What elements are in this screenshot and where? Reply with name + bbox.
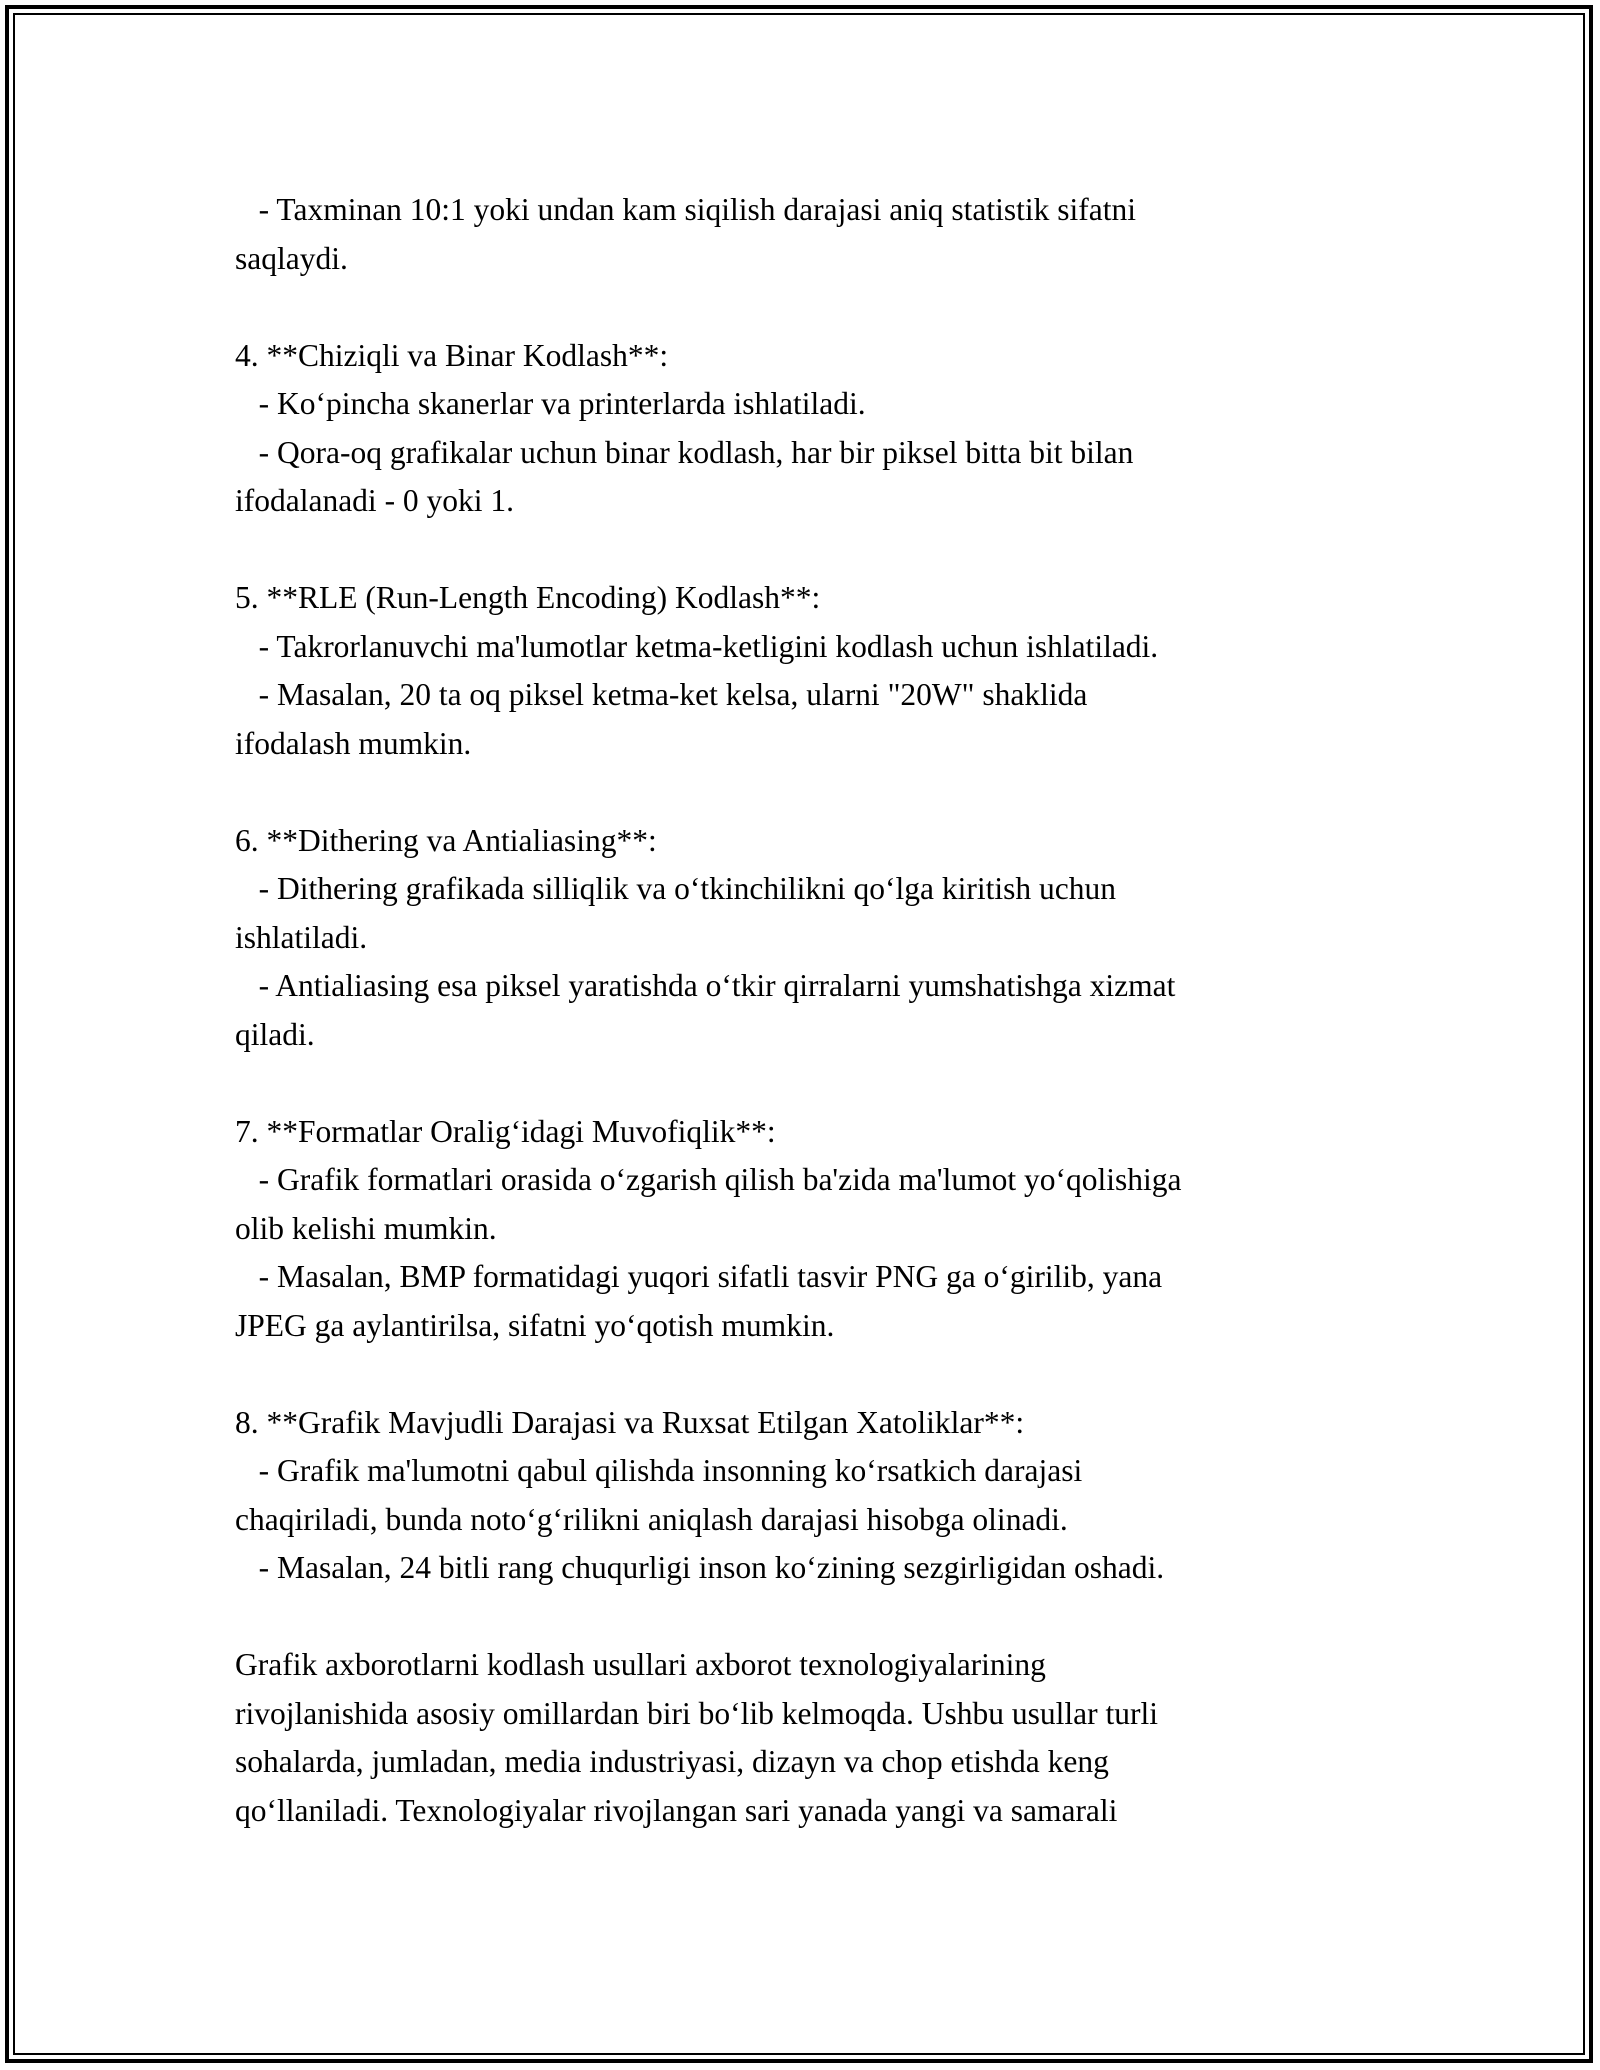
text-line: qiladi. [235,1016,315,1052]
item-heading: 7. **Formatlar Oraligʻidagi Muvofiqlik**: [235,1113,776,1149]
paragraph-gap [235,768,1355,817]
paragraph-gap [235,283,1355,332]
paragraph-item-8 [235,1399,1355,1593]
text-line: saqlaydi. [235,240,348,276]
text-line: - Qora-oq grafikalar uchun binar kodlash, har bir piksel bitta bit bilan [235,434,1134,470]
paragraph-item-6 [235,817,1355,1060]
text-line: - Grafik formatlari orasida oʻzgarish qilish ba'zida ma'lumot yoʻqolishiga [235,1162,1182,1197]
text-line: - Koʻpincha skanerlar va printerlarda ishlatiladi. [235,386,866,421]
text-line: - Takrorlanuvchi ma'lumotlar ketma-ketligini kodlash uchun ishlatiladi. [235,628,1159,664]
paragraph-item-5 [235,574,1355,768]
paragraph-gap [235,1350,1355,1399]
paragraph-gap [235,526,1355,575]
text-line: - Masalan, 24 bitli rang chuqurligi inson koʻzining sezgirligidan oshadi. [235,1550,1165,1585]
text-line: sohalarda, jumladan, media industriyasi, dizayn va chop etishda keng [235,1744,1109,1779]
text-line: ifodalash mumkin. [235,725,472,761]
paragraph-item-7 [235,1108,1355,1351]
item-heading: 8. **Grafik Mavjudli Darajasi va Ruxsat Etilgan Xatoliklar**: [235,1404,1025,1440]
text-line: Grafik axborotlarni kodlash usullari axborot texnologiyalarining [235,1647,1046,1682]
text-line: chaqiriladi, bunda notoʻgʻrilikni aniqlash darajasi hisobga olinadi. [235,1501,1068,1537]
item-heading: 6. **Dithering va Antialiasing**: [235,822,657,858]
text-line: - Masalan, BMP formatidagi yuqori sifatli tasvir PNG ga oʻgirilib, yana [235,1259,1163,1294]
text-line: - Dithering grafikada silliqlik va oʻtkinchilikni qoʻlga kiritish uchun [235,871,1116,906]
text-line: rivojlanishida asosiy omillardan biri boʻlib kelmoqda. Ushbu usullar turli [235,1695,1158,1731]
paragraph-item-4 [235,332,1355,526]
text-line: - Taxminan 10:1 yoki undan kam siqilish darajasi aniq statistik sifatni [235,192,1136,227]
paragraph-gap [235,1593,1355,1642]
text-line: - Grafik ma'lumotni qabul qilishda insonning koʻrsatkich darajasi [235,1453,1083,1488]
text-line: qoʻllaniladi. Texnologiyalar rivojlangan sari yanada yangi va samarali [235,1792,1118,1828]
paragraph-conclusion [235,1641,1355,1835]
text-line: ifodalanadi - 0 yoki 1. [235,483,515,518]
text-line: olib kelishi mumkin. [235,1210,497,1246]
text-line: - Antialiasing esa piksel yaratishda oʻtkir qirralarni yumshatishga xizmat [235,968,1176,1003]
item-heading: 4. **Chiziqli va Binar Kodlash**: [235,337,669,373]
item-heading: 5. **RLE (Run-Length Encoding) Kodlash**: [235,580,821,615]
text-line: JPEG ga aylantirilsa, sifatni yoʻqotish mumkin. [235,1307,835,1343]
text-line: ishlatiladi. [235,919,368,955]
document-body [235,186,1355,1835]
text-line: - Masalan, 20 ta oq piksel ketma-ket kelsa, ularni "20W" shaklida [235,677,1088,712]
paragraph-gap [235,1059,1355,1108]
paragraph-compression-note [235,186,1355,283]
